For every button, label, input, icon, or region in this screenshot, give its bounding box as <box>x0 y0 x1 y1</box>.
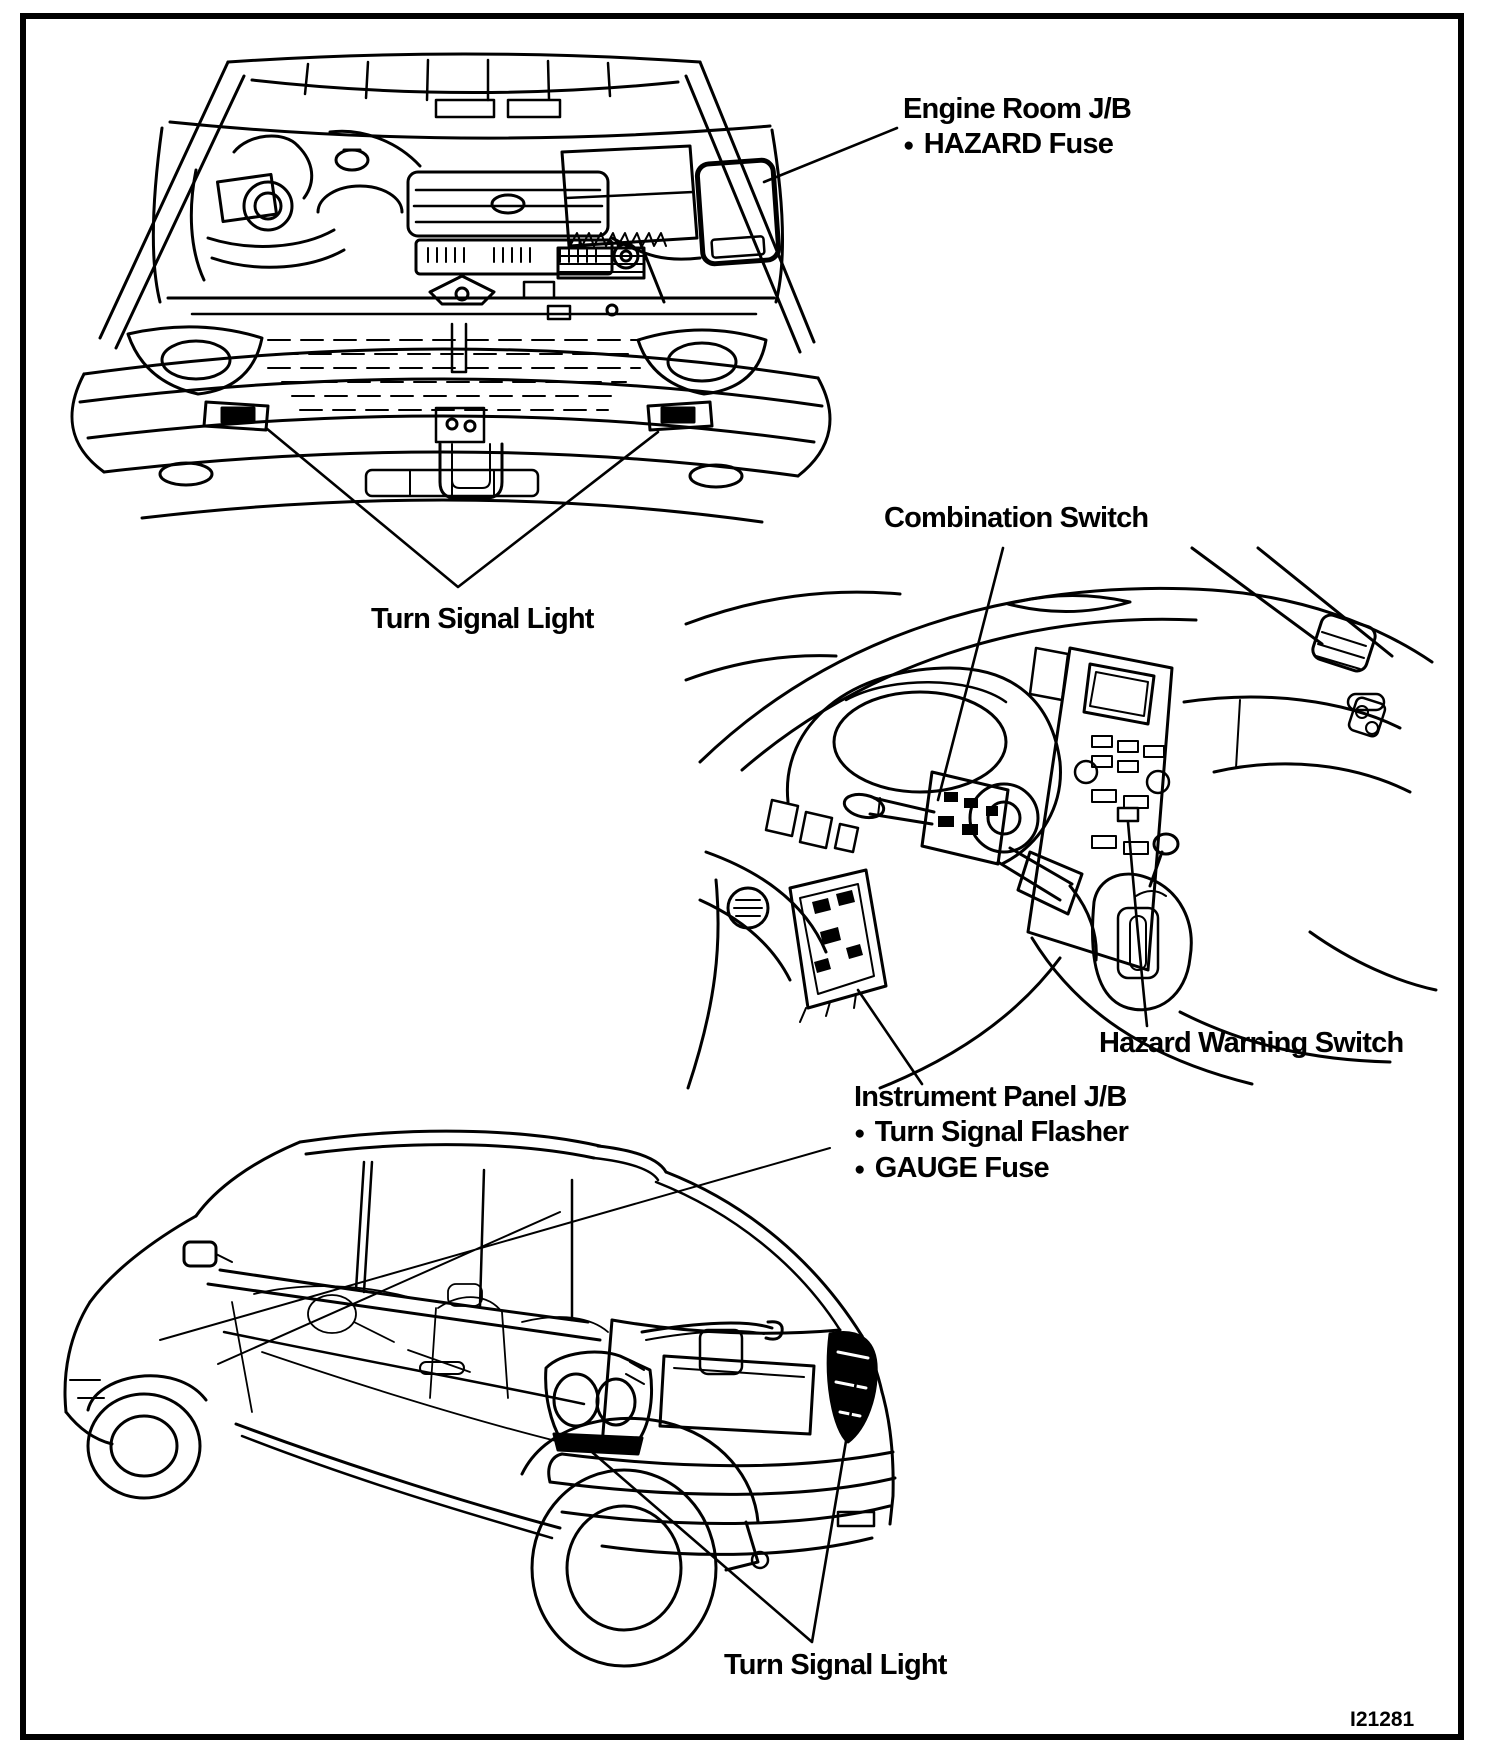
bullet-icon: ● <box>854 1159 865 1180</box>
engine-room-jb-label <box>903 92 1131 163</box>
dashboard-illustration <box>686 548 1436 1088</box>
front-turn-signal-label: Turn Signal Light <box>371 603 594 635</box>
rear-turn-signal-label: Turn Signal Light <box>724 1649 947 1681</box>
instrument-panel-jb-item-1: ● Turn Signal Flasher <box>854 1115 1128 1151</box>
engine-bay-illustration <box>72 54 830 522</box>
instrument-panel-jb-label <box>854 1080 1128 1187</box>
engine-room-jb-title: Engine Room J/B <box>903 93 1132 125</box>
leader-lines <box>266 128 1147 1642</box>
instrument-panel-jb-title: Instrument Panel J/B <box>854 1081 1127 1113</box>
combination-switch-label: Combination Switch <box>884 502 1149 534</box>
bullet-icon: ● <box>854 1123 865 1144</box>
instrument-panel-jb-item-2: ● GAUGE Fuse <box>854 1151 1128 1187</box>
hazard-warning-switch-label: Hazard Warning Switch <box>1099 1027 1404 1059</box>
rear-vehicle-illustration <box>65 1131 895 1666</box>
bullet-icon: ● <box>903 135 914 156</box>
figure-id: I21281 <box>1350 1708 1415 1731</box>
engine-room-jb-item: ● HAZARD Fuse <box>903 127 1131 163</box>
